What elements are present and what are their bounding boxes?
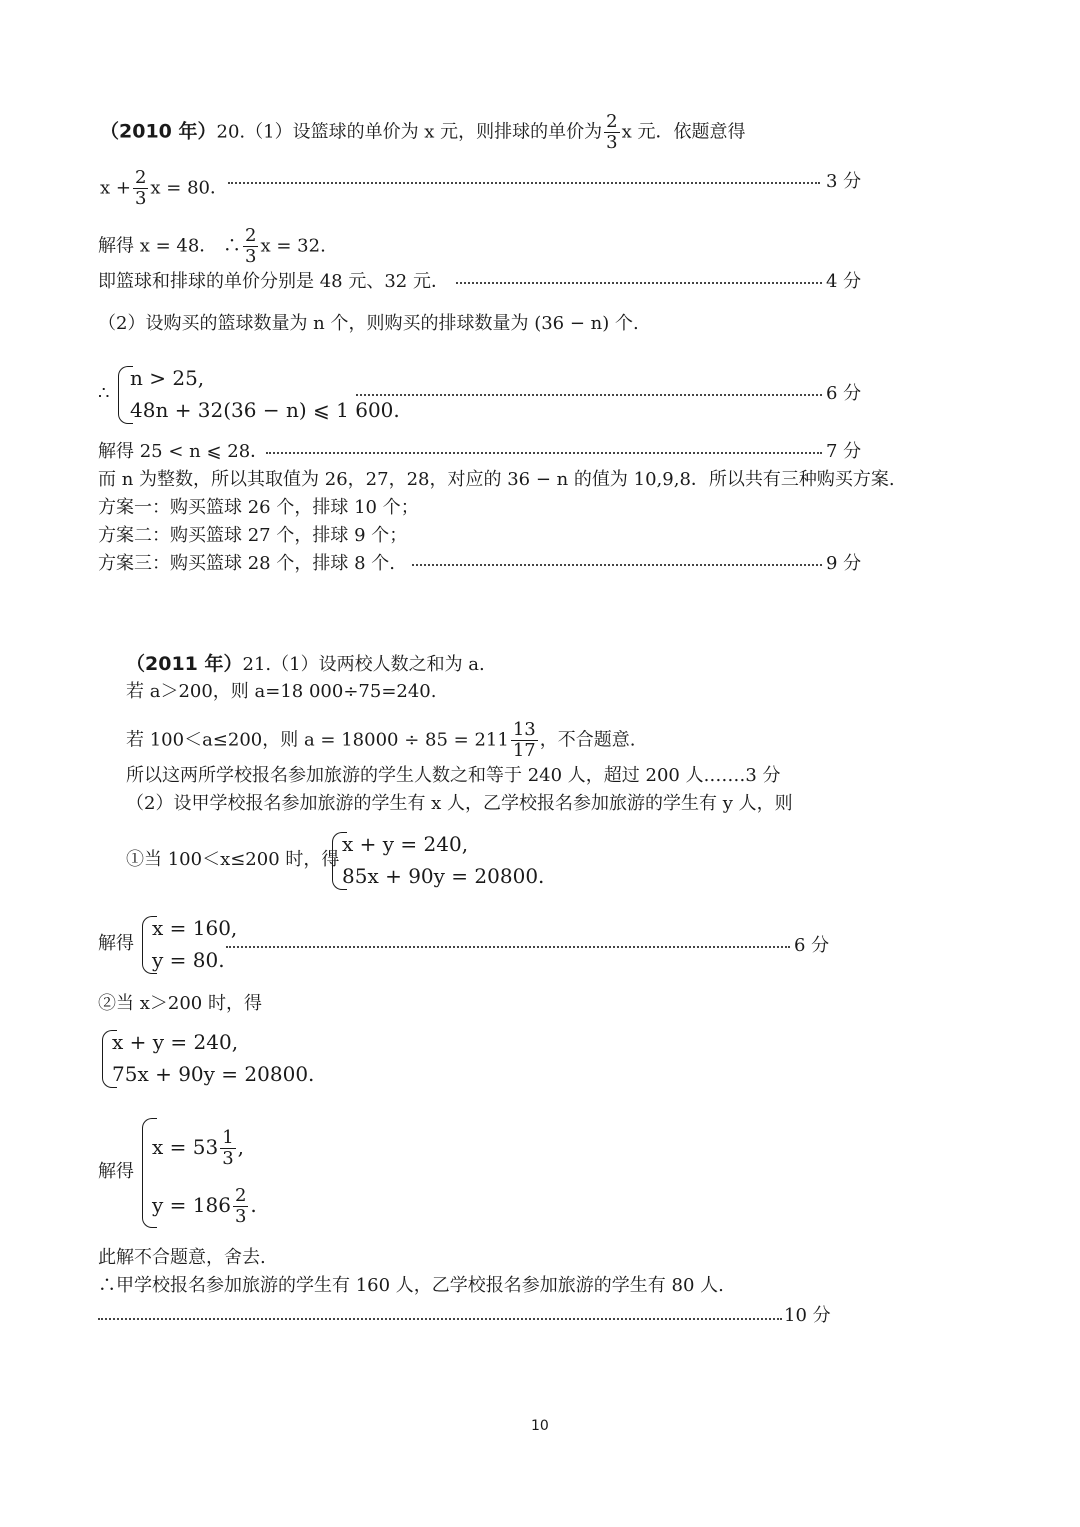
integer-values-line: 而 n 为整数，所以其取值为 26，27，28，对应的 36 − n 的值为 10,9,8．所以共有三种购买方案. (98, 469, 895, 490)
therefore-symbol: ∴ (98, 383, 110, 404)
dot-leader (226, 946, 790, 948)
reject-line: 此解不合题意，舍去. (98, 1247, 266, 1268)
fraction: $\frac{2}{3}$ (234, 1185, 247, 1227)
final-answer: ∴甲学校报名参加旅游的学生有 160 人，乙学校报名参加旅游的学生有 80 人. (98, 1275, 724, 1296)
problem-2011-intro: （2011 年）21.（1）设两校人数之和为 a. (126, 653, 485, 675)
solution-prefix: 解得 (98, 933, 134, 954)
score-points: 3 分 (826, 171, 862, 192)
inequality-system: n > 25, 48n + 32(36 − n) ⩽ 1 600. (130, 366, 400, 422)
case-2-line: 若 100＜a≤200，则 a = 18000 ÷ 85 = 211 $\frac{13}{17}$ ，不合题意. (126, 719, 636, 761)
fraction: $\frac{2}{3}$ (606, 111, 618, 153)
problem-2010-intro: （2010 年）20.（1）设篮球的单价为 x 元，则排球的单价为 $\frac{2}{3}$ x 元．依题意得 (100, 111, 746, 153)
year-label-2010: （2010 年） (100, 120, 217, 143)
plan-2: 方案二：购买篮球 27 个，排球 9 个； (98, 525, 408, 546)
fraction: $\frac{1}{3}$ (222, 1127, 234, 1169)
case-2-condition: ②当 x＞200 时，得 (98, 993, 262, 1014)
solution-system-1: x = 160, y = 80. (152, 916, 238, 972)
dot-leader (456, 282, 822, 284)
conclusion-line-1: 所以这两所学校报名参加旅游的学生人数之和等于 240 人，超过 200 人.……3 分 (126, 765, 781, 786)
dot-leader (228, 182, 820, 184)
score-points: 9 分 (826, 553, 862, 574)
equation-system-1: x + y = 240, 85x + 90y = 20800. (342, 832, 545, 888)
plan-1: 方案一：购买篮球 26 个，排球 10 个； (98, 497, 419, 518)
solution-line-2: 解得 25 < n ⩽ 28． (98, 441, 269, 462)
score-points: 6 分 (826, 383, 862, 404)
solution-y: y = 186 $\frac{2}{3}$ . (152, 1185, 257, 1227)
page-number: 10 (531, 1418, 549, 1434)
solution-prefix: 解得 (98, 1161, 134, 1182)
case-1-condition: ①当 100＜x≤200 时，得 (126, 849, 340, 870)
case-1-line: 若 a＞200，则 a=18 000÷75=240. (126, 681, 437, 702)
solution-x: x = 53 $\frac{1}{3}$ , (152, 1127, 245, 1169)
score-points: 4 分 (826, 271, 862, 292)
dot-leader (412, 564, 822, 566)
part-2-intro: （2）设购买的篮球数量为 n 个，则购买的排球数量为 (36 − n) 个. (98, 313, 639, 334)
plan-3: 方案三：购买篮球 28 个，排球 8 个. (98, 553, 395, 574)
equation-1: x + $\frac{2}{3}$ x = 80． (100, 167, 229, 209)
score-points: 7 分 (826, 441, 862, 462)
answer-line-1: 即篮球和排球的单价分别是 48 元、32 元． (98, 271, 449, 292)
year-label-2011: （2011 年） (126, 653, 243, 675)
score-points: 6 分 (794, 935, 830, 956)
part-2-intro-2011: （2）设甲学校报名参加旅游的学生有 x 人，乙学校报名参加旅游的学生有 y 人，则 (126, 793, 793, 814)
fraction: $\frac{2}{3}$ (245, 225, 257, 267)
dot-leader (266, 452, 822, 454)
solution-line-1: 解得 x = 48． ∴ $\frac{2}{3}$ x = 32. (98, 225, 326, 267)
equation-system-2: x + y = 240, 75x + 90y = 20800. (112, 1030, 315, 1086)
fraction: $\frac{13}{17}$ (512, 719, 536, 761)
fraction: $\frac{2}{3}$ (134, 167, 147, 209)
dot-leader (98, 1318, 782, 1320)
score-points: 10 分 (784, 1305, 831, 1326)
dot-leader (356, 394, 822, 396)
